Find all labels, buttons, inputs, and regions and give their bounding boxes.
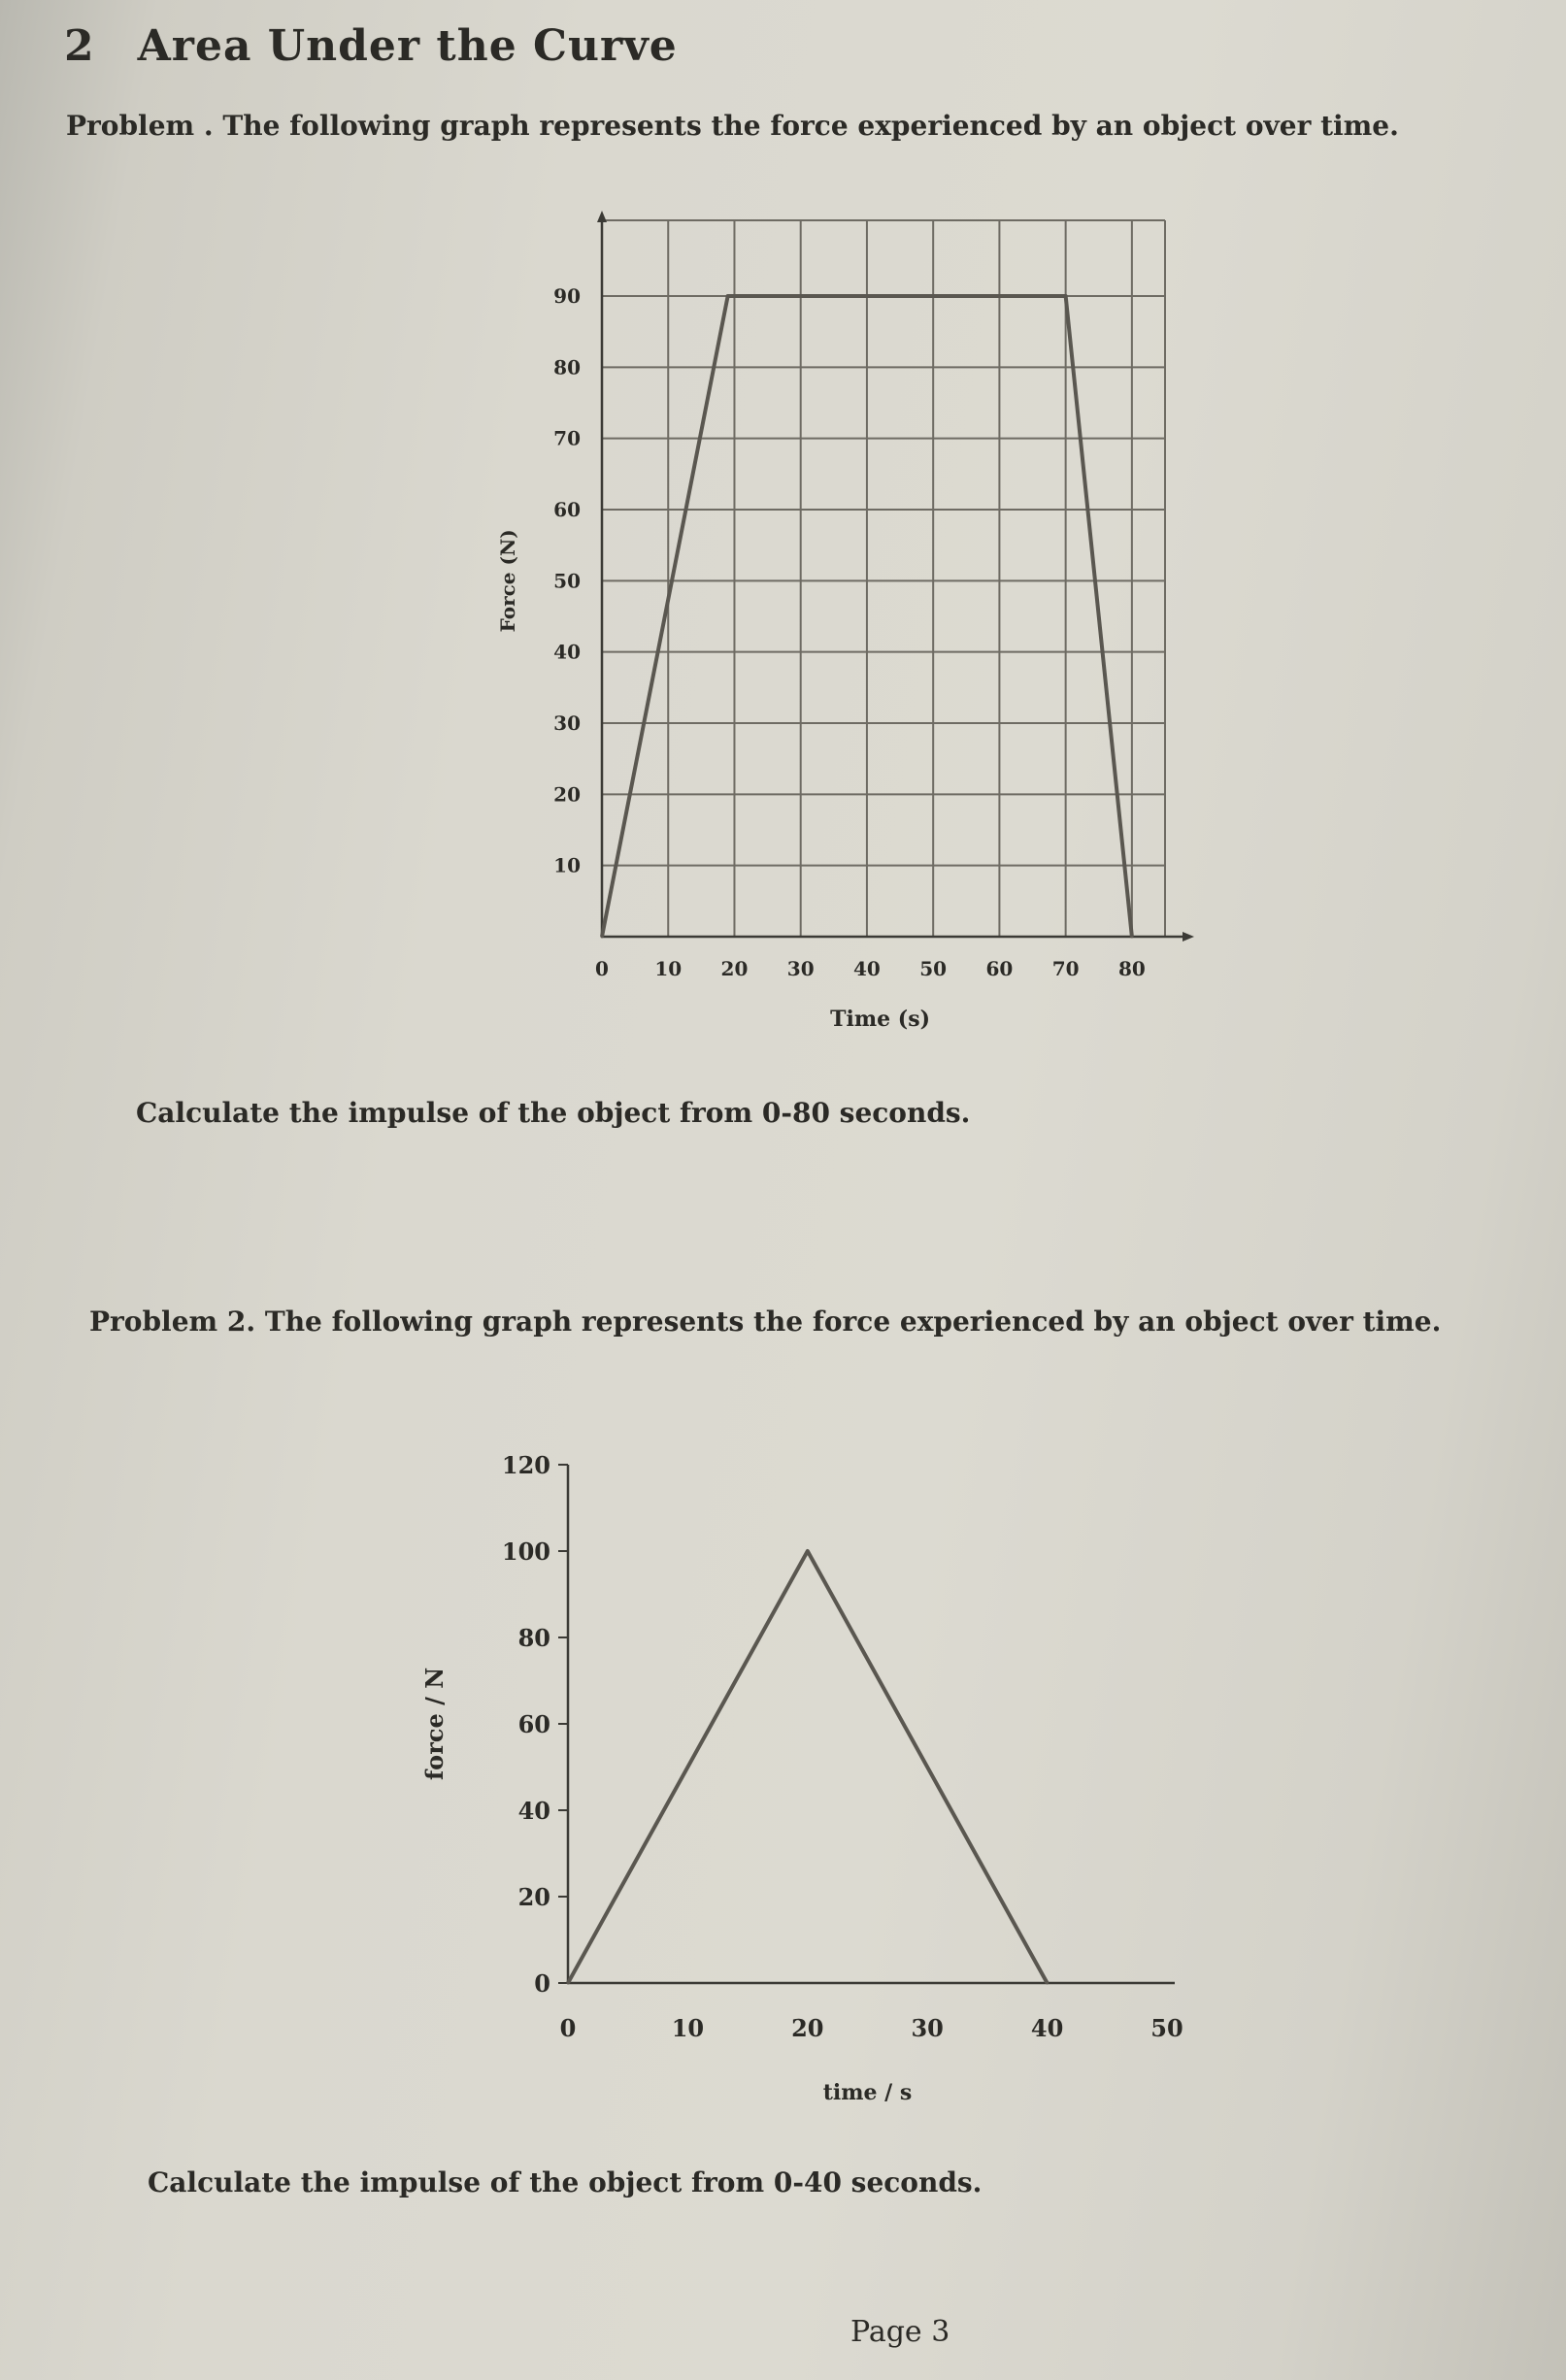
chart-2-y-tick-label: 60	[517, 1710, 550, 1738]
chart-2-x-tick-label: 10	[671, 2014, 705, 2042]
chart-2-y-tick-label: 120	[501, 1451, 550, 1479]
chart-1-y-tick-label: 40	[553, 640, 581, 664]
section-title: Area Under the Curve	[137, 21, 678, 71]
page-number: Page 3	[850, 2315, 950, 2349]
section-heading	[64, 21, 678, 71]
chart-2-y-tick-label: 20	[517, 1883, 550, 1911]
chart-1-y-tick-label: 10	[553, 853, 581, 877]
chart-1-x-tick-label: 50	[919, 957, 948, 980]
chart-2-y-axis-label: force / N	[420, 1667, 449, 1781]
chart-1-data-point	[601, 936, 604, 939]
chart-2-x-tick-label: 50	[1150, 2014, 1183, 2042]
chart-2-x-tick-label: 30	[911, 2014, 944, 2042]
chart-2-force-vs-time	[408, 1432, 1359, 2131]
problem-1-question: Calculate the impulse of the object from 0-80 seconds.	[136, 1097, 971, 1129]
chart-2-data-point	[567, 1982, 570, 1985]
chart-2-y-tick-label: 40	[517, 1797, 550, 1825]
chart-1-x-tick-label: 40	[853, 957, 881, 980]
chart-1-y-tick-label: 90	[553, 284, 581, 308]
chart-2-data-point	[806, 1550, 809, 1553]
chart-1-y-tick-label: 80	[553, 355, 581, 380]
chart-1-y-tick-label: 70	[553, 426, 581, 450]
chart-1-x-tick-label: 60	[985, 957, 1014, 980]
chart-1-y-tick-label: 30	[553, 711, 581, 735]
chart-2-force-line	[568, 1551, 1048, 1983]
chart-1-y-tick-label: 50	[553, 569, 581, 593]
chart-1-x-axis-label: Time (s)	[830, 1007, 931, 1032]
chart-1-y-tick-label: 60	[553, 498, 581, 521]
chart-1-y-axis-arrow	[597, 211, 607, 222]
chart-1-force-vs-time	[485, 209, 1282, 1053]
problem-2-question: Calculate the impulse of the object from 0-40 seconds.	[148, 2166, 983, 2198]
chart-1-x-axis-arrow	[1183, 932, 1194, 942]
chart-1-data-point	[726, 295, 729, 298]
chart-1-x-tick-label: 70	[1051, 957, 1080, 980]
chart-1-x-tick-label: 20	[720, 957, 749, 980]
chart-1-x-tick-label: 30	[786, 957, 815, 980]
chart-1-grid	[602, 220, 1165, 937]
chart-2-x-tick-label: 0	[559, 2014, 577, 2042]
chart-2-y-tick-label: 80	[517, 1624, 550, 1652]
problem-2-statement: Problem 2. The following graph represents the force experienced by an object over time.	[89, 1306, 1442, 1338]
chart-2-y-tick-label: 0	[534, 1969, 550, 1998]
chart-1-y-axis-label: Force (N)	[496, 529, 519, 633]
chart-1-x-tick-label: 0	[595, 957, 609, 980]
chart-1-data-point	[1130, 936, 1133, 939]
chart-1-x-tick-label: 80	[1117, 957, 1146, 980]
chart-1-y-tick-label: 20	[553, 782, 581, 807]
chart-2-x-tick-label: 40	[1030, 2014, 1064, 2042]
chart-1-data-point	[1064, 295, 1067, 298]
chart-2-x-tick-label: 20	[791, 2014, 824, 2042]
chart-2-data-point	[1046, 1982, 1049, 1985]
chart-1-x-tick-label: 10	[654, 957, 683, 980]
chart-2-x-axis-label: time / s	[822, 2080, 913, 2105]
chart-2-y-tick-label: 100	[501, 1537, 550, 1566]
problem-1-statement: Problem . The following graph represents the force experienced by an object over time.	[66, 110, 1399, 142]
section-number: 2	[64, 21, 95, 71]
